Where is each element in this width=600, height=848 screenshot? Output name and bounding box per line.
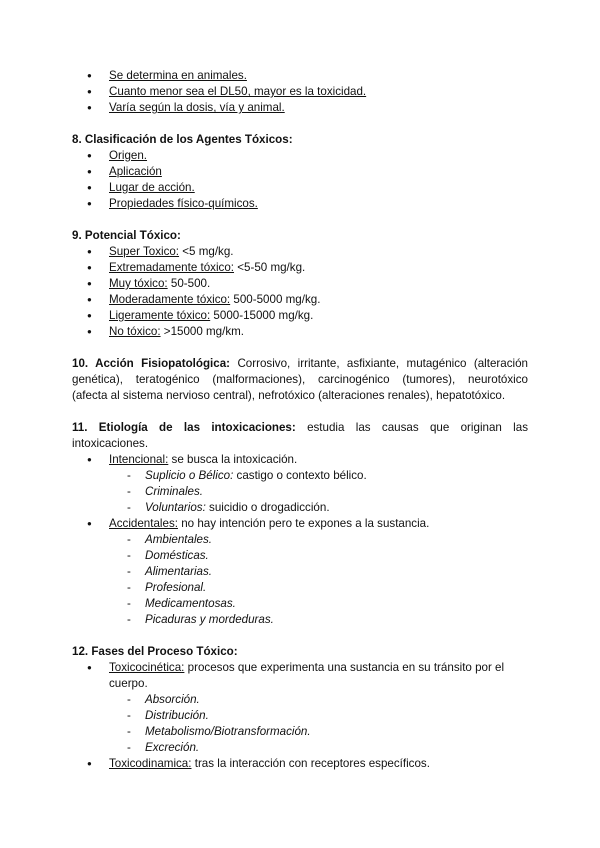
list-item-toxicocinetica: ● Toxicocinética: procesos que experimenta una sustancia en su tránsito por el [72, 660, 528, 676]
top-bullet-list [72, 68, 528, 116]
list-item: ● Moderadamente tóxico: 500-5000 mg/kg. [72, 292, 528, 308]
list-item: ● Origen. [72, 148, 528, 164]
list-item: ● Muy tóxico: 50-500. [72, 276, 528, 292]
section-10-line-2: genética), teratogénico (malformaciones), carcinogénico (tumores), neurotóxico [72, 373, 528, 386]
sub-list-item: - Distribución. [72, 708, 528, 724]
section-11 [72, 420, 528, 628]
sub-list-item: - Alimentarias. [72, 564, 528, 580]
list-item-accidentales: ● Accidentales: no hay intención pero te expones a la sustancia. [72, 516, 528, 532]
list-item: ● Ligeramente tóxico: 5000-15000 mg/kg. [72, 308, 528, 324]
sub-list-item: - Medicamentosas. [72, 596, 528, 612]
sub-list-item: - Suplicio o Bélico: castigo o contexto bélico. [72, 468, 528, 484]
list-item-toxicodinamica: ● Toxicodinamica: tras la interacción con receptores específicos. [72, 756, 528, 772]
list-item: ● Propiedades físico-químicos. [72, 196, 528, 212]
sub-list-item: - Ambientales. [72, 532, 528, 548]
list-item: ● Varía según la dosis, vía y animal. [72, 100, 528, 116]
section-11-line-2: intoxicaciones. [72, 437, 149, 450]
sub-list-item: - Criminales. [72, 484, 528, 500]
sub-list-item: - Domésticas. [72, 548, 528, 564]
list-item: ● Lugar de acción. [72, 180, 528, 196]
section-12-title: 12. Fases del Proceso Tóxico: [72, 645, 238, 658]
sub-list-item: - Profesional. [72, 580, 528, 596]
section-9-title: 9. Potencial Tóxico: [72, 229, 181, 242]
list-item: ● No tóxico: >15000 mg/km. [72, 324, 528, 340]
list-item: ● Extremadamente tóxico: <5-50 mg/kg. [72, 260, 528, 276]
list-item: ● Super Toxico: <5 mg/kg. [72, 244, 528, 260]
sub-list-item: - Metabolismo/Biotransformación. [72, 724, 528, 740]
sub-list-item: - Picaduras y mordeduras. [72, 612, 528, 628]
list-item: ● Aplicación [72, 164, 528, 180]
sub-list-item: - Excreción. [72, 740, 528, 756]
list-item: ● Se determina en animales. [72, 68, 528, 84]
section-8 [72, 132, 528, 212]
list-item: ● Cuanto menor sea el DL50, mayor es la toxicidad. [72, 84, 528, 100]
section-11-line-1: 11. Etiología de las intoxicaciones: estudia las causas que originan las [72, 421, 528, 434]
section-10-line-3: (afecta al sistema nervioso central), nefrotóxico (alteraciones renales), hepatotóxico. [72, 389, 506, 402]
sub-list-item: - Absorción. [72, 692, 528, 708]
section-10-line-1: 10. Acción Fisiopatológica: Corrosivo, irritante, asfixiante, mutagénico (alteración [72, 357, 528, 370]
section-9 [72, 228, 528, 340]
list-item-intencional: ● Intencional: se busca la intoxicación. [72, 452, 528, 468]
sub-list-item: - Voluntarios: suicidio o drogadicción. [72, 500, 528, 516]
list-item-continuation: cuerpo. [109, 677, 148, 690]
section-10 [72, 356, 528, 404]
section-8-title: 8. Clasificación de los Agentes Tóxicos: [72, 133, 293, 146]
section-12 [72, 644, 528, 772]
